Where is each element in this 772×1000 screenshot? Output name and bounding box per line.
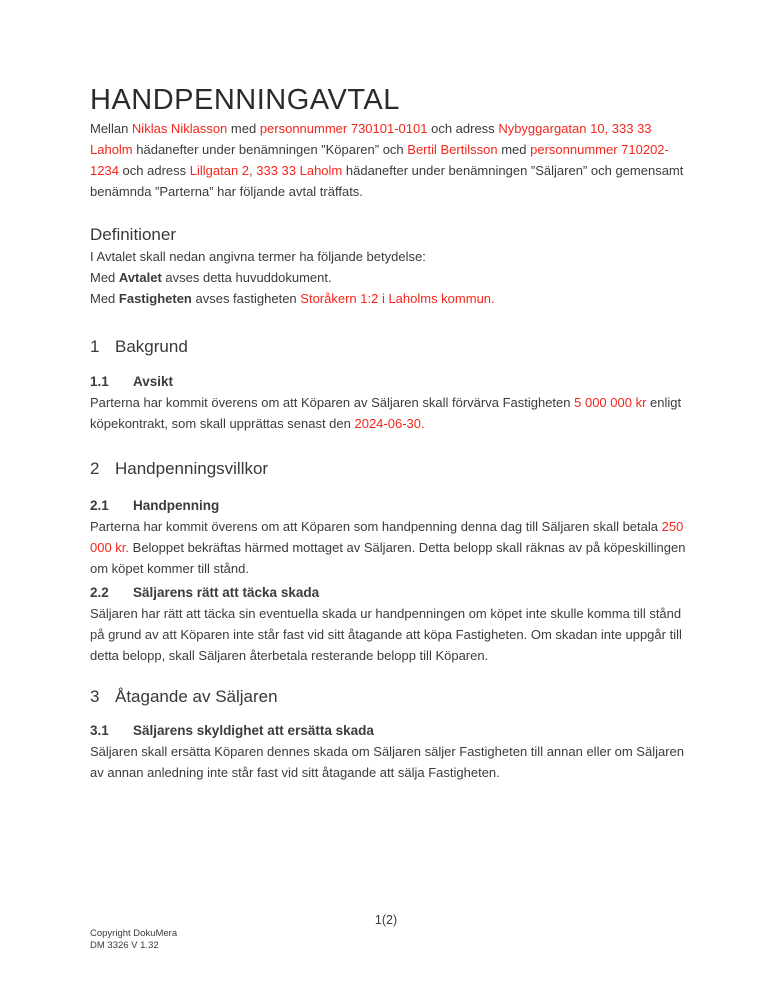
subsection-heading-1-1 [90, 372, 690, 392]
subsection-title: Handpenning [133, 498, 220, 513]
definitions-paragraph [90, 246, 690, 267]
section-title: Handpenningsvillkor [115, 459, 269, 478]
subsection-paragraph [90, 603, 690, 666]
definitions-heading: Definitioner [90, 225, 176, 244]
text-run: hädanefter under benämningen ”Säljaren” och gemensamt benämnda ”Parterna” har följande avtal träffats. [90, 163, 684, 199]
subsection-number: 3.1 [90, 723, 109, 738]
definitions-paragraph [90, 288, 690, 309]
highlighted-field-text: personnummer 730101-0101 [259, 121, 428, 136]
document-title: HANDPENNINGAVTAL [90, 84, 400, 116]
section-title: Åtagande av Säljaren [115, 687, 278, 706]
text-run: Parterna har kommit överens om att Köparen som handpenning denna dag till Säljaren skall betala [90, 519, 662, 534]
section-number: 1 [90, 337, 100, 356]
subsection-heading-2-1 [90, 496, 690, 516]
text-run: Mellan [90, 121, 132, 136]
page-number: 1(2) [374, 913, 398, 927]
highlighted-field-text: Nybyggargatan 10, 333 33 Laholm [90, 121, 652, 157]
defined-term: Avtalet [118, 270, 162, 285]
footer-copyright-line1: Copyright DokuMera [90, 928, 178, 939]
text-run: avses fastigheten [191, 291, 301, 306]
text-run: Med [90, 291, 119, 306]
highlighted-field-text: 5 000 000 kr [574, 395, 647, 410]
text-run: Säljaren har rätt att täcka sin eventuella skada ur handpenningen om köpet inte skulle komma till stånd på grund av att Köparen inte står fast vid sitt åtagande att köpa Fastigheten. Om skadan inte uppgår till detta belopp, skall Säljaren återbetala resterande belopp till Köparen. [90, 606, 682, 663]
highlighted-field-text: personnummer 710202-1234 [90, 142, 669, 178]
text-run: hädanefter under benämningen ”Köparen” och [132, 142, 408, 157]
section-heading-1 [90, 336, 690, 358]
text-run: med [497, 142, 531, 157]
section-heading-3 [90, 686, 690, 708]
subsection-paragraph [90, 741, 690, 783]
highlighted-field-text: 250 000 kr. [90, 519, 684, 555]
text-run: Beloppet bekräftas härmed mottaget av Säljaren. Detta belopp skall räknas av på köpeskillingen om köpet kommer till stånd. [90, 540, 686, 576]
subsection-title: Säljarens rätt att täcka skada [133, 585, 320, 600]
footer-copyright-line2: DM 3326 V 1.32 [90, 940, 159, 951]
section-heading-2 [90, 458, 690, 480]
defined-term: Fastigheten [118, 291, 192, 306]
subsection-number: 1.1 [90, 374, 109, 389]
subsection-heading-3-1 [90, 721, 690, 741]
highlighted-field-text: Storåkern 1:2 i Laholms kommun. [300, 291, 495, 306]
text-run: och adress [118, 163, 190, 178]
text-run: I Avtalet skall nedan angivna termer ha följande betydelse: [90, 249, 426, 264]
text-run: och adress [427, 121, 499, 136]
subsection-heading-2-2 [90, 583, 690, 603]
intro-paragraph [90, 118, 690, 202]
text-run: avses detta huvuddokument. [161, 270, 332, 285]
subsection-number: 2.1 [90, 498, 109, 513]
text-run: med [227, 121, 260, 136]
subsection-title: Avsikt [133, 374, 174, 389]
section-number: 2 [90, 459, 100, 478]
subsection-number: 2.2 [90, 585, 109, 600]
text-run: Säljaren skall ersätta Köparen dennes skada om Säljaren säljer Fastigheten till annan eller om Säljaren av annan anledning inte står fast vid sitt åtagande att sälja Fastigheten. [90, 744, 685, 780]
text-run: Parterna har kommit överens om att Köparen av Säljaren skall förvärva Fastigheten [90, 395, 575, 410]
subsection-paragraph [90, 516, 690, 579]
footer-copyright [90, 928, 177, 952]
section-title: Bakgrund [115, 337, 188, 356]
highlighted-field-text: Lillgatan 2, 333 33 Laholm [189, 163, 343, 178]
highlighted-field-text: Bertil Bertilsson [407, 142, 498, 157]
subsection-paragraph [90, 392, 690, 434]
subsection-title: Säljarens skyldighet att ersätta skada [133, 723, 374, 738]
section-number: 3 [90, 687, 100, 706]
text-run: Med [90, 270, 119, 285]
text-run: enligt köpekontrakt, som skall upprättas senast den [90, 395, 682, 431]
highlighted-field-text: 2024-06-30. [354, 416, 425, 431]
highlighted-field-text: Niklas Niklasson [131, 121, 228, 136]
definitions-paragraph [90, 267, 690, 288]
